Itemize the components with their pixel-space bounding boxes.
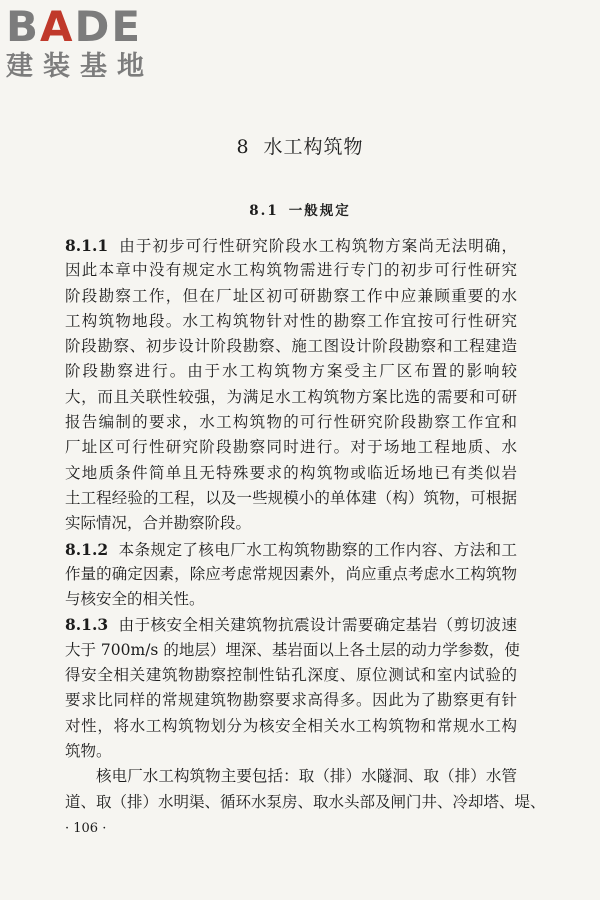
- text-line: [65, 334, 517, 359]
- line-text: 得安全相关建筑物勘察控制性钻孔深度、原位测试和室内试验的: [65, 666, 517, 685]
- clause-number: 8.1.1: [65, 236, 109, 255]
- text-line: [65, 612, 517, 637]
- line-text: 由于初步可行性研究阶段水工构筑物方案尚无法明确，: [118, 237, 517, 255]
- text-line: [65, 511, 517, 536]
- line-text: 作量的确定因素，除应考虑常规因素外，尚应重点考虑水工构筑物: [65, 564, 517, 583]
- text-line: [65, 638, 520, 663]
- text-line: [65, 790, 546, 815]
- section-number: 8.1: [249, 203, 279, 219]
- text-line: [65, 537, 517, 562]
- text-line: [65, 284, 517, 309]
- line-text: 本条规定了核电厂水工构筑物勘察的工作内容、方法和工: [118, 540, 517, 559]
- line-text: 对性，将水工构筑物划分为核安全相关水工构筑物和常规水工构: [65, 716, 517, 735]
- line-text: 要求比同样的常规建筑物勘察要求高得多。因此为了勘察更有针: [65, 691, 517, 710]
- section-title-text: 一般规定: [288, 203, 351, 219]
- text-line: [65, 486, 517, 511]
- line-text: 报告编制的要求，水工构筑物的可行性研究阶段勘察工作宜和: [65, 413, 517, 432]
- line-text: 大，而且关联性较强，为满足水工构筑物方案比选的需要和可研: [65, 387, 517, 406]
- clause-number: 8.1.3: [65, 615, 109, 635]
- body-text: [65, 233, 546, 815]
- chapter-title: [0, 132, 600, 159]
- line-text: 核电厂水工构筑物主要包括：取（排）水隧洞、取（排）水管: [96, 767, 517, 786]
- text-line: [65, 233, 517, 258]
- line-text: 土工程经验的工程，以及一些规模小的单体建（构）筑物，可根据: [65, 488, 517, 507]
- clause-8-1-2: [65, 537, 517, 613]
- line-text: 因此本章中没有规定水工构筑物需进行专门的初步可行性研究: [65, 261, 517, 280]
- line-text: 阶段勘察、初步设计阶段勘察、施工图设计阶段勘察和工程建造: [65, 337, 517, 356]
- line-text: 大于 700m/s 的地层）埋深、基岩面以上各土层的动力学参数，使: [65, 640, 520, 659]
- text-line: [65, 587, 517, 612]
- paragraph: [65, 764, 546, 815]
- text-line: [65, 688, 517, 713]
- brand-logo: [6, 4, 186, 84]
- line-text: 由于核安全相关建筑物抗震设计需要确定基岩（剪切波速: [118, 616, 517, 635]
- text-line: [65, 663, 517, 688]
- line-text: 文地质条件简单且无特殊要求的构筑物或临近场地已有类似岩: [65, 463, 517, 482]
- text-line: [65, 739, 517, 764]
- text-line: [65, 309, 517, 334]
- line-text: 与核安全的相关性。: [65, 590, 205, 609]
- line-text: 阶段勘察进行。由于水工构筑物方案受主厂区布置的影响较: [65, 362, 517, 381]
- page-number: · 106 ·: [65, 821, 107, 836]
- clause-8-1-3: [65, 612, 520, 764]
- clause-8-1-1: [65, 233, 517, 537]
- logo-accent-letter: A: [40, 2, 75, 51]
- section-title: [0, 199, 600, 219]
- clause-number: 8.1.2: [65, 539, 109, 559]
- text-line: [65, 410, 517, 435]
- line-text: 筑物。: [65, 741, 112, 760]
- text-line: [65, 258, 517, 283]
- line-text: 道、取（排）水明渠、循环水泵房、取水头部及闸门井、冷却塔、堤、: [65, 792, 546, 811]
- text-line: [65, 435, 517, 460]
- text-line: [65, 562, 517, 587]
- text-line: [65, 764, 517, 789]
- logo-wordmark: BADE: [6, 2, 143, 51]
- line-text: 工构筑物地段。水工构筑物针对性的勘察工作宜按可行性研究: [65, 311, 517, 330]
- line-text: 厂址区可行性研究阶段勘察同时进行。对于场地工程地质、水: [65, 438, 517, 457]
- text-line: [65, 714, 517, 739]
- text-line: [65, 461, 517, 486]
- text-line: [65, 359, 517, 384]
- line-text: 实际情况，合并勘察阶段。: [65, 514, 252, 533]
- chapter-title-text: 水工构筑物: [263, 136, 364, 158]
- chapter-number: 8: [236, 136, 250, 158]
- line-text: 阶段勘察工作，但在厂址区初可研勘察工作中应兼顾重要的水: [65, 286, 517, 305]
- logo-chinese-name: 建装基地: [6, 51, 154, 82]
- text-line: [65, 385, 517, 410]
